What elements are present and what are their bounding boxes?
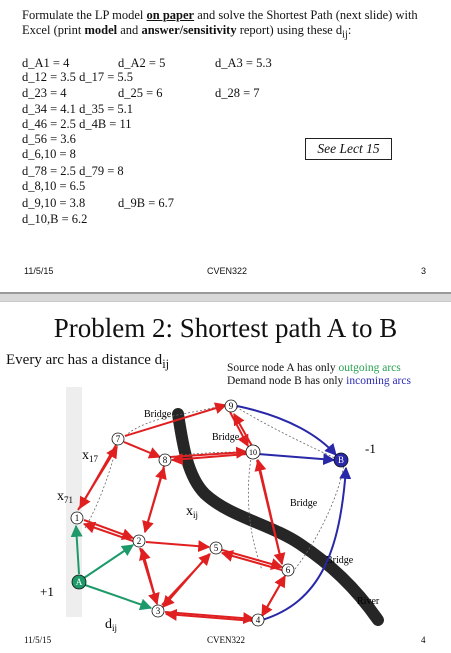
label-plus-one: +1 [40, 584, 54, 599]
label-x17: $x_{17}$ [82, 448, 98, 464]
river-label: River [357, 596, 380, 607]
node-B [334, 453, 348, 467]
source-note: Source node A has only outgoing arcs [227, 362, 401, 374]
label-x71: $x_{71}$ [57, 489, 73, 505]
svg-text:B: B [337, 455, 345, 465]
dist-10-B: d_10,B = 6.2 [22, 212, 88, 226]
instruction-sub: ij [342, 29, 348, 41]
dist-34-35: d_34 = 4.1 d_35 = 5.1 [22, 102, 133, 116]
svg-text:5: 5 [213, 543, 219, 553]
footer-page-number-2: 4 [421, 635, 426, 645]
see-lecture-box: See Lect 15 [305, 138, 392, 160]
svg-text:9: 9 [228, 401, 234, 411]
bridge-label-top: Bridge [144, 409, 172, 420]
svg-text:1: 1 [74, 513, 80, 523]
dist-56: d_56 = 3.6 [22, 132, 76, 146]
dist-9-10: d_9,10 = 3.8 [22, 196, 86, 210]
demand-note: Demand node B has only incoming arcs [227, 375, 411, 387]
dist-A2: d_A2 = 5 [118, 56, 166, 70]
instruction-report: answer/sensitivity [141, 23, 237, 37]
footer-date: 11/5/15 [24, 266, 54, 276]
node-5 [210, 542, 222, 554]
node-8 [159, 454, 171, 466]
instruction-part: and [117, 23, 142, 37]
dist-6-10: d_6,10 = 8 [22, 147, 76, 161]
node-7 [112, 433, 124, 445]
svg-text:A: A [75, 577, 83, 587]
dist-46-4B: d_46 = 2.5 d_4B = 11 [22, 117, 132, 131]
footer-page-number: 3 [421, 266, 427, 276]
svg-text:6: 6 [285, 565, 291, 575]
svg-text:7: 7 [115, 434, 121, 444]
node-1 [71, 512, 83, 524]
footer-course-2: CVEN322 [207, 635, 245, 645]
footer-date-2: 11/5/15 [24, 635, 52, 645]
node-10 [246, 445, 260, 459]
svg-text:2: 2 [136, 536, 142, 546]
svg-text:4: 4 [255, 615, 261, 625]
label-dij: $d_{ij}$ [105, 617, 118, 633]
bridge-label-middle: Bridge [212, 432, 240, 443]
label-minus-one: -1 [365, 441, 376, 456]
slide-4 [0, 302, 451, 653]
dist-25: d_25 = 6 [118, 86, 163, 100]
node-A [72, 575, 86, 589]
label-xij: $x_{ij}$ [186, 504, 199, 520]
footer-course: CVEN322 [207, 266, 248, 276]
node-9 [225, 400, 237, 412]
dist-78-79: d_78 = 2.5 d_79 = 8 [22, 164, 124, 178]
instruction-on-paper: on paper [146, 8, 195, 22]
instruction-part: report) using these d [236, 23, 343, 37]
svg-text:10: 10 [249, 448, 257, 457]
node-4 [252, 614, 264, 626]
dist-23: d_23 = 4 [22, 86, 67, 100]
instruction-part: Formulate the LP model [22, 8, 147, 22]
demand-arcs [237, 406, 346, 620]
dist-8-10: d_8,10 = 6.5 [22, 179, 86, 193]
svg-text:8: 8 [162, 455, 168, 465]
svg-text:3: 3 [155, 606, 161, 616]
network-diagram [0, 302, 451, 653]
bridge-label-right: Bridge [290, 498, 318, 509]
node-2 [133, 535, 145, 547]
slide-title: Problem 2: Shortest path A to B [53, 313, 398, 343]
instruction-part: and solve the Shortest Path (next slide) with Excel (print [22, 8, 418, 37]
bridge-label-bottom: Bridge [326, 555, 354, 566]
instruction-text [22, 8, 442, 43]
node-6 [282, 564, 294, 576]
dist-9B: d_9B = 6.7 [118, 196, 175, 210]
dist-28: d_28 = 7 [215, 86, 260, 100]
slide-subtitle: Every arc has a distance $d_{ij}$ [6, 352, 170, 371]
instruction-part: : [347, 23, 352, 37]
dist-A3: d_A3 = 5.3 [215, 56, 272, 70]
slide-3 [0, 0, 451, 292]
slide-separator [0, 292, 451, 302]
instruction-model: model [84, 23, 118, 37]
dist-A1: d_A1 = 4 [22, 56, 70, 70]
node-3 [152, 605, 164, 617]
dist-12-17: d_12 = 3.5 d_17 = 5.5 [22, 70, 133, 84]
